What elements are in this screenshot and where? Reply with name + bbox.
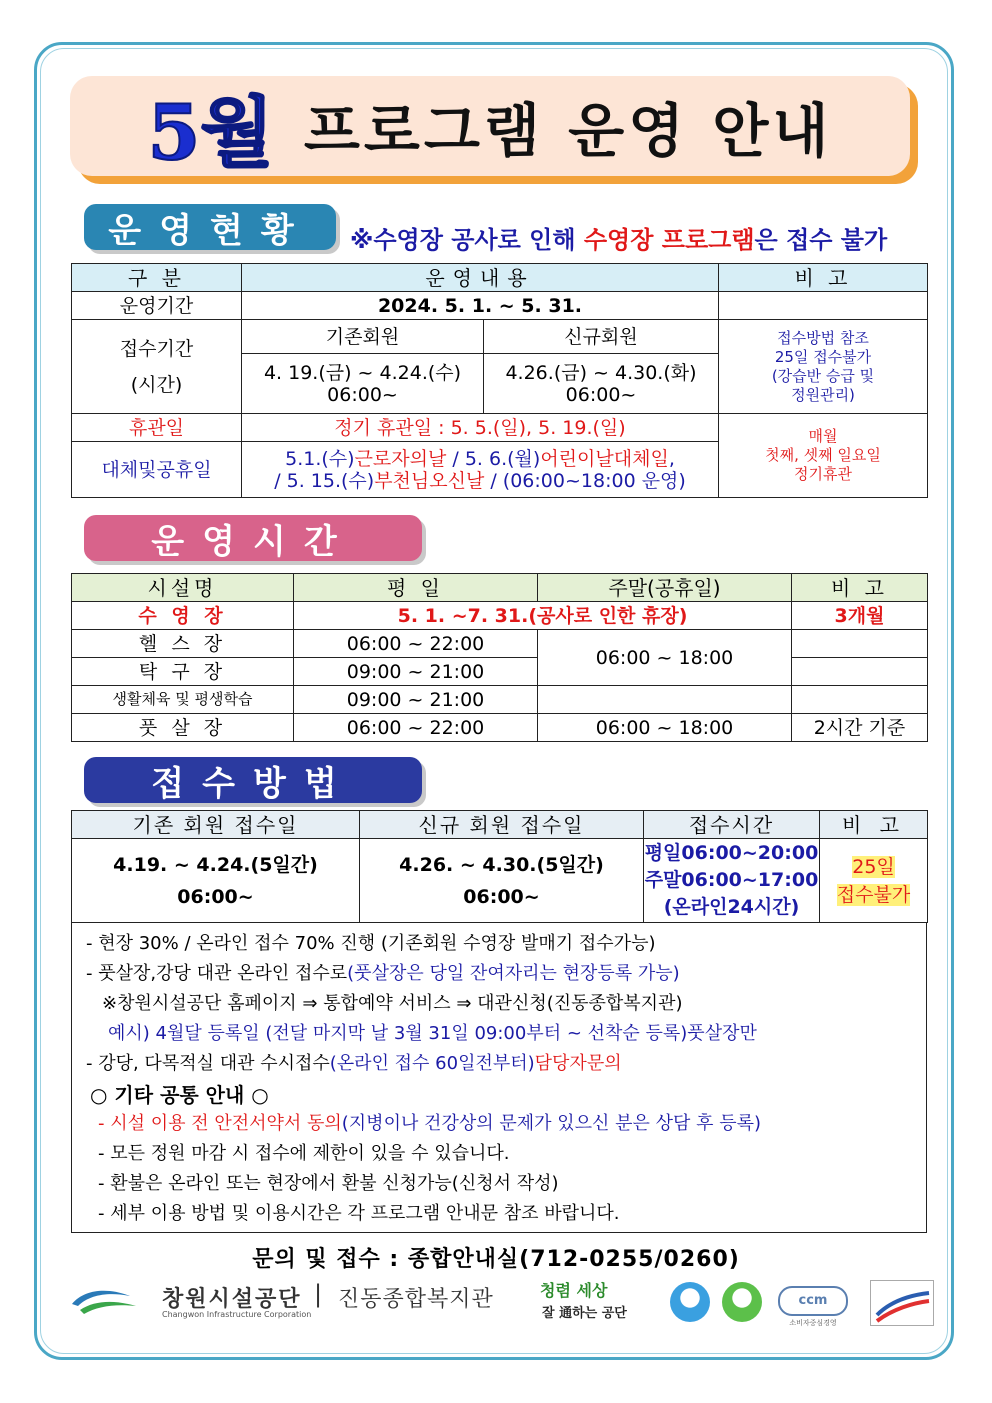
- footer-logos: [70, 1278, 930, 1334]
- facility-pool: 수 영 장: [72, 602, 294, 630]
- method-table: [71, 810, 928, 923]
- header-new-date: 신규 회원 접수일: [360, 811, 644, 839]
- notes-box: [71, 923, 927, 1233]
- contact-info: 문의 및 접수 : 종합안내실(712-0255/0260): [252, 1247, 740, 1272]
- reception-time: 평일06:00~20:00 주말06:00~17:00 (온라인24시간): [644, 839, 820, 923]
- facility-gym: 헬 스 장: [72, 630, 294, 658]
- certification-badge-icon: [870, 1280, 934, 1326]
- section-label-hours: 운영시간: [84, 515, 422, 561]
- note-6: ○ 기타 공통 안내 ○: [90, 1083, 269, 1107]
- construction-notice: ※수영장 공사로 인해 수영장 프로그램은 접수 불가: [350, 226, 888, 254]
- note-9: - 환불은 온라인 또는 현장에서 환불 신청가능(신청서 작성): [98, 1173, 559, 1194]
- facility-lifelong-learning: 생활체육 및 평생학습: [72, 686, 294, 714]
- reception-label: 접수기간 (시간): [72, 320, 242, 414]
- existing-member-label: 기존회원: [242, 320, 484, 354]
- note-3: ※창원시설공단 홈페이지 ⇒ 통합예약 서비스 ⇒ 대관신청(진동종합복지관): [102, 993, 683, 1014]
- header-weekday: 평 일: [294, 574, 538, 602]
- note-2: - 풋살장,강당 대관 온라인 접수로(풋살장은 당일 잔여자리는 현장등록 가능): [86, 963, 680, 984]
- section-label-method: 접수방법: [84, 757, 422, 803]
- closed-day-label: 휴관일: [72, 414, 242, 442]
- facility-futsal: 풋 살 장: [72, 714, 294, 742]
- holiday-label: 대체및공휴일: [72, 442, 242, 498]
- header-content: 운영내용: [242, 264, 719, 292]
- pool-note: 3개월: [792, 602, 928, 630]
- header-note: 비 고: [820, 811, 928, 839]
- org-name-english: Changwon Infrastructure Corporation: [162, 1310, 312, 1319]
- holiday-value: 5.1.(수)근로자의날 / 5. 6.(월)어린이날대체일, / 5. 15.(수)부천님오신날 / (06:00~18:00 운영): [242, 442, 719, 498]
- shared-weekend-hours: 06:00 ~ 18:00: [538, 630, 792, 686]
- org-separator: |: [314, 1280, 323, 1308]
- section-label-status: 운영현황: [84, 204, 336, 250]
- status-table: [71, 263, 928, 498]
- header-weekend: 주말(공휴일): [538, 574, 792, 602]
- slogan-main: 청렴 세상: [540, 1281, 608, 1300]
- futsal-weekend: 06:00 ~ 18:00: [538, 714, 792, 742]
- slogan-sub: 잘 通하는 공단: [542, 1306, 627, 1321]
- mascot-green-icon: [722, 1282, 762, 1322]
- closed-day-note: 매월 첫째, 셋째 일요일 정기휴관: [719, 414, 928, 498]
- reception-note: 접수방법 참조 25일 접수불가 (강습반 승급 및 정원관리): [719, 320, 928, 414]
- new-member-period: 4.26.(금) ~ 4.30.(화) 06:00~: [484, 354, 719, 414]
- changwon-logo-icon: [70, 1286, 140, 1316]
- header-category: 구 분: [72, 264, 242, 292]
- title-banner: [70, 76, 910, 176]
- reception-note: 25일 접수불가: [820, 839, 928, 923]
- header-existing-date: 기존 회원 접수일: [72, 811, 360, 839]
- futsal-weekday: 06:00 ~ 22:00: [294, 714, 538, 742]
- table-tennis-weekday: 09:00 ~ 21:00: [294, 658, 538, 686]
- existing-member-period: 4. 19.(금) ~ 4.24.(수) 06:00~: [242, 354, 484, 414]
- existing-reception-date: 4.19. ~ 4.24.(5일간) 06:00~: [72, 839, 360, 923]
- closed-day-value: 정기 휴관일 : 5. 5.(일), 5. 19.(일): [242, 414, 719, 442]
- new-member-label: 신규회원: [484, 320, 719, 354]
- lifelong-learning-weekday: 09:00 ~ 21:00: [294, 686, 538, 714]
- note-5: - 강당, 다목적실 대관 수시접수(온라인 접수 60일전부터)담당자문의: [86, 1053, 622, 1074]
- note-7: - 시설 이용 전 안전서약서 동의(지병이나 건강상의 문제가 있으신 분은 상담 후 등록): [98, 1113, 762, 1134]
- header-time: 접수시간: [644, 811, 820, 839]
- facility-name: 진동종합복지관: [338, 1287, 494, 1312]
- facility-table-tennis: 탁 구 장: [72, 658, 294, 686]
- title-month: 5월: [147, 87, 274, 177]
- futsal-note: 2시간 기준: [792, 714, 928, 742]
- title-text: 프로그램 운영 안내: [303, 97, 833, 165]
- header-facility: 시설명: [72, 574, 294, 602]
- mascot-blue-icon: [670, 1282, 710, 1322]
- gym-weekday: 06:00 ~ 22:00: [294, 630, 538, 658]
- note-8: - 모든 정원 마감 시 접수에 제한이 있을 수 있습니다.: [98, 1143, 510, 1164]
- ccm-subtitle: 소비자중심경영: [789, 1319, 837, 1327]
- note-1: - 현장 30% / 온라인 접수 70% 진행 (기존회원 수영장 발매기 접수가능): [86, 933, 656, 954]
- org-name: 창원시설공단: [162, 1287, 302, 1312]
- ccm-logo: ccm: [778, 1286, 848, 1316]
- new-reception-date: 4.26. ~ 4.30.(5일간) 06:00~: [360, 839, 644, 923]
- pool-closure: 5. 1. ~7. 31.(공사로 인한 휴장): [294, 602, 792, 630]
- header-note: 비 고: [792, 574, 928, 602]
- period-value: 2024. 5. 1. ~ 5. 31.: [242, 292, 719, 320]
- note-4: 예시) 4월달 등록일 (전달 마지막 날 3월 31일 09:00부터 ~ 선착순 등록)풋살장만: [108, 1023, 757, 1044]
- hours-table: [71, 573, 928, 742]
- period-label: 운영기간: [72, 292, 242, 320]
- note-10: - 세부 이용 방법 및 이용시간은 각 프로그램 안내문 참조 바랍니다.: [98, 1203, 620, 1224]
- header-note: 비 고: [719, 264, 928, 292]
